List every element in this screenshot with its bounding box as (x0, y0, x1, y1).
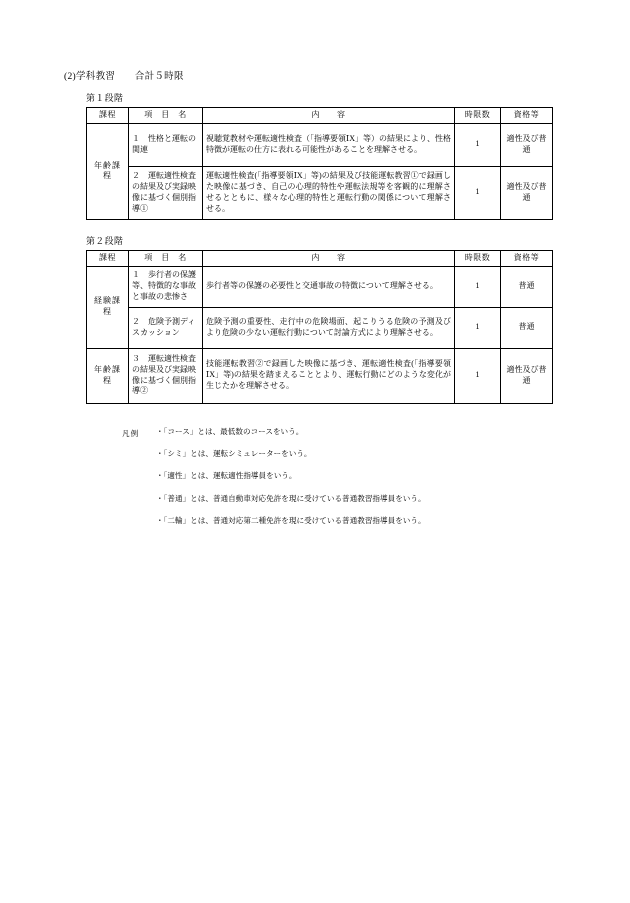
table-row (87, 307, 553, 348)
col-header-content: 内 容 (203, 250, 455, 266)
list-item: ・「コース」とは、最低数のコースをいう。 (156, 426, 304, 436)
list-item: ・「適性」とは、運転適性指導員をいう。 (156, 471, 297, 481)
col-header-item: 項 目 名 (129, 250, 203, 266)
stage2-label: 第２段階 (86, 235, 124, 246)
legend-title: 凡例 (122, 428, 140, 438)
cell-content: 運転適性検査(「指導要領ⅠX」等)の結果及び技能運転教習①で録画した映像に基づき、自己の心理的特性や運転法規等を客観的に理解させるとともに、様々な心理的特性と運転行動の関係について理解させる。 (203, 166, 455, 219)
list-item: ・「シミ」とは、運転シミュレーターをいう。 (156, 448, 312, 458)
table-header-row (87, 250, 553, 266)
cell-content: 歩行者等の保護の必要性と交通事故の特徴について理解させる。 (203, 266, 455, 307)
stage1-table (86, 107, 553, 220)
col-header-hours: 時限数 (455, 250, 501, 266)
list-item: ・「二輪」とは、普通対応第二種免許を現に受けている普通教習指導員をいう。 (156, 515, 426, 525)
cell-qualification: 適性及び普通 (501, 123, 553, 166)
cell-course: 年齢課程 (87, 348, 129, 403)
cell-item: １ 性格と運転の関連 (129, 123, 203, 166)
table-header-row (87, 108, 553, 124)
cell-qualification: 普通 (501, 266, 553, 307)
cell-item: ２ 危険予測ディスカッション (129, 307, 203, 348)
cell-hours: 1 (455, 166, 501, 219)
document-content (64, 68, 574, 539)
legend (122, 428, 574, 526)
col-header-course: 課程 (87, 250, 129, 266)
table-row (87, 123, 553, 166)
cell-hours: 1 (455, 266, 501, 307)
col-header-item: 項 目 名 (129, 108, 203, 124)
cell-qualification: 適性及び普通 (501, 166, 553, 219)
col-header-hours: 時限数 (455, 108, 501, 124)
cell-content: 視聴覚教材や運転適性検査（「指導要領ⅠX」等）の結果により、性格特徴が運転の仕方に表れる可能性があることを理解させる。 (203, 123, 455, 166)
cell-course: 年齢課程 (87, 123, 129, 219)
cell-hours: 1 (455, 307, 501, 348)
legend-list (122, 428, 574, 526)
cell-item: ３ 運転適性検査の結果及び実録映像に基づく個別指導② (129, 348, 203, 403)
cell-qualification: 普通 (501, 307, 553, 348)
cell-course: 経験課程 (87, 266, 129, 348)
col-header-qualification: 資格等 (501, 108, 553, 124)
cell-hours: 1 (455, 348, 501, 403)
cell-qualification: 適性及び普通 (501, 348, 553, 403)
table-row (87, 266, 553, 307)
table-row (87, 348, 553, 403)
cell-item: １ 歩行者の保護等、特徴的な事故と事故の悲惨さ (129, 266, 203, 307)
col-header-course: 課程 (87, 108, 129, 124)
col-header-qualification: 資格等 (501, 250, 553, 266)
col-header-content: 内 容 (203, 108, 455, 124)
stage2-table (86, 250, 553, 404)
page-title: (2)学科教習 合計５時限 (64, 72, 184, 82)
table-row (87, 166, 553, 219)
stage1-label: 第１段階 (86, 93, 124, 103)
list-item: ・「普通」とは、普通自動車対応免許を現に受けている普通教習指導員をいう。 (156, 493, 426, 503)
cell-content: 技能運転教習②で録画した映像に基づき、運転適性検査(「指導要領ⅠX」等)の結果を踏まえることとより、運転行動にどのような変化が生じたかを理解させる。 (203, 348, 455, 403)
cell-item: ２ 運転適性検査の結果及び実録映像に基づく個別指導① (129, 166, 203, 219)
cell-content: 危険予測の重要性、走行中の危険場面、起こりうる危険の予測及びより危険の少ない運転行動について討論方式により理解させる。 (203, 307, 455, 348)
stage1-table-wrap (86, 107, 574, 220)
cell-hours: 1 (455, 123, 501, 166)
stage2-table-wrap (86, 250, 574, 404)
